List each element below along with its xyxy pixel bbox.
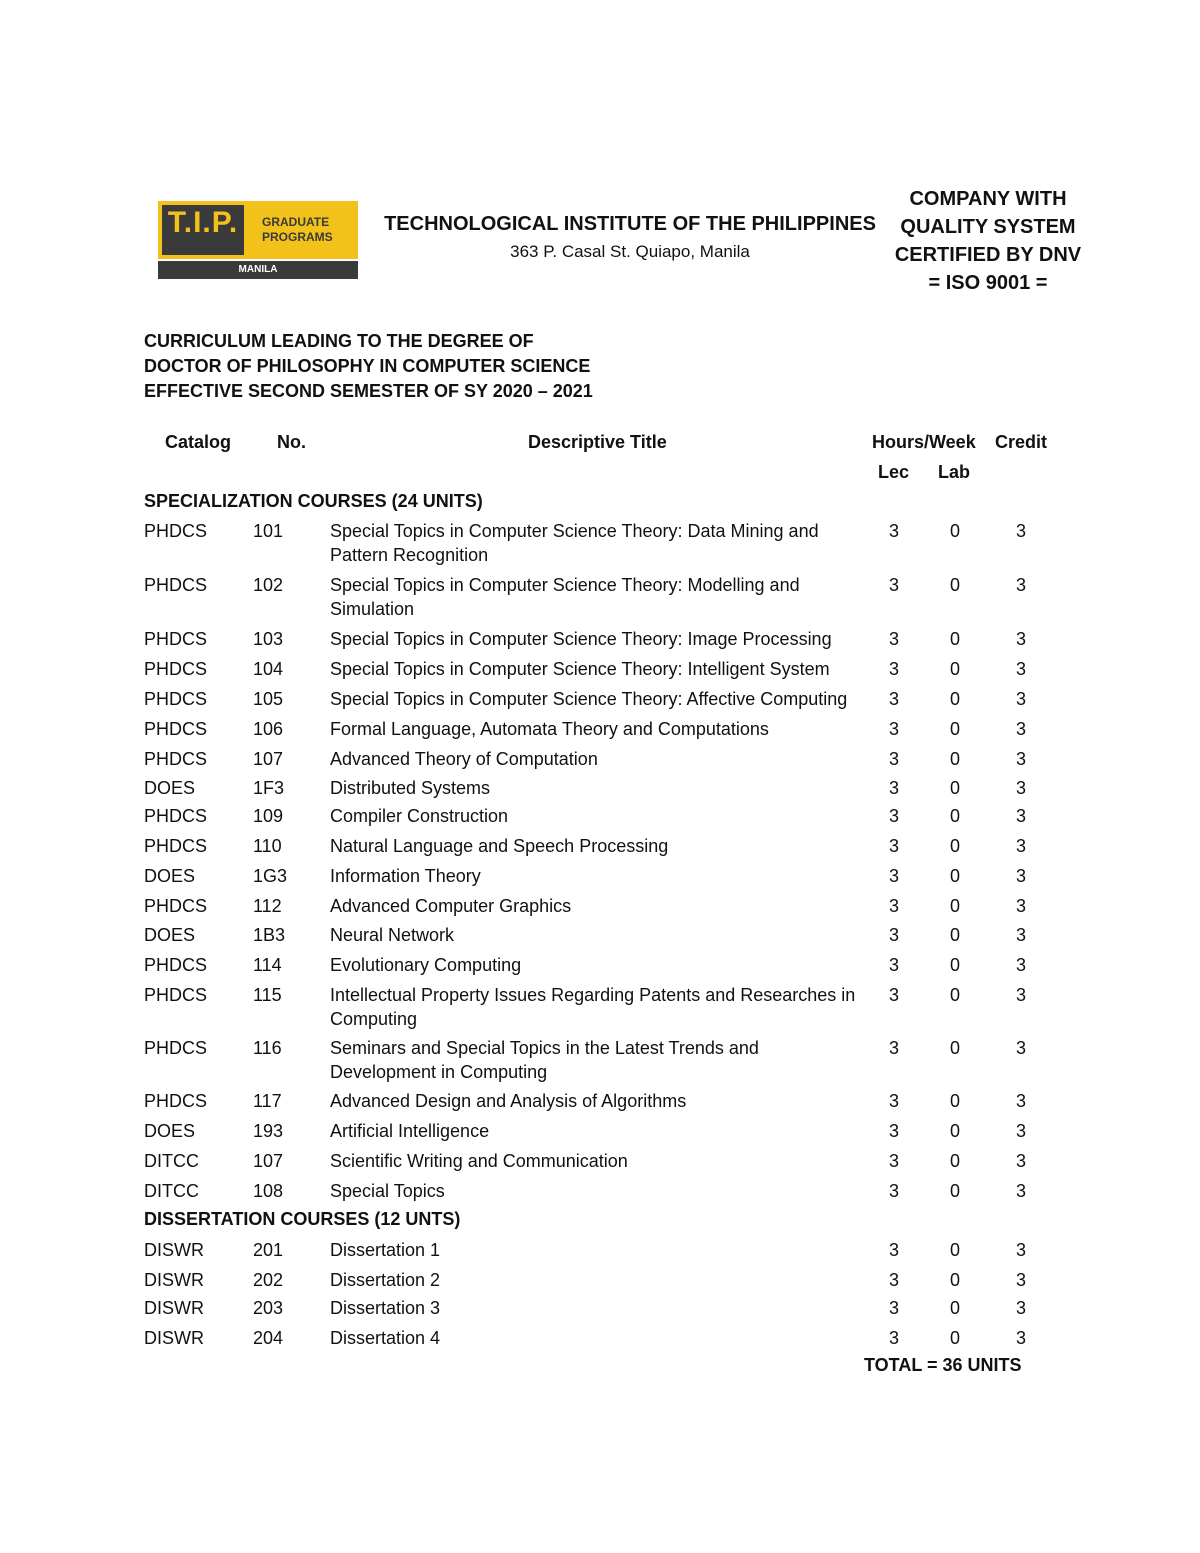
course-title: Intellectual Property Issues Regarding Patents and Researches in Computing: [330, 985, 856, 1029]
course-lab-hours: 0: [949, 866, 960, 886]
logo-graduate-text: GRADUATE: [262, 215, 330, 229]
course-title: Dissertation 4: [330, 1328, 441, 1348]
course-number: 105: [253, 689, 284, 709]
course-credit: 3: [1015, 1240, 1026, 1260]
course-title: Neural Network: [330, 925, 455, 945]
course-lec-hours: 3: [888, 659, 899, 679]
course-number: 193: [253, 1121, 284, 1141]
course-lab-hours: 0: [949, 521, 960, 541]
certification-line: QUALITY SYSTEM: [900, 216, 1076, 238]
course-credit: 3: [1015, 521, 1026, 541]
header-descriptive-title: Descriptive Title: [528, 432, 667, 452]
course-credit: 3: [1015, 866, 1026, 886]
course-number: 1F3: [253, 778, 285, 798]
course-title: Dissertation 2: [330, 1270, 441, 1290]
course-credit: 3: [1015, 629, 1026, 649]
course-credit: 3: [1015, 659, 1026, 679]
course-number: 116: [253, 1038, 282, 1058]
certification-line: COMPANY WITH: [909, 188, 1067, 210]
total-units: TOTAL = 36 UNITS: [864, 1355, 1022, 1375]
course-catalog: DITCC: [144, 1151, 199, 1171]
certification-line: CERTIFIED BY DNV: [894, 244, 1082, 266]
certification-line: = ISO 9001 =: [928, 272, 1048, 294]
course-title: Special Topics in Computer Science Theory: Image Processing: [330, 629, 832, 649]
header-hours-week: Hours/Week: [872, 432, 976, 452]
logo-programs-text: PROGRAMS: [262, 230, 333, 244]
course-number: 107: [253, 1151, 284, 1171]
course-lec-hours: 3: [888, 955, 899, 975]
course-credit: 3: [1015, 955, 1026, 975]
course-title: Advanced Computer Graphics: [330, 896, 572, 916]
course-catalog: PHDCS: [144, 955, 208, 975]
logo-graduate-programs: [262, 215, 333, 245]
course-catalog: PHDCS: [144, 719, 208, 739]
institution-address: 363 P. Casal St. Quiapo, Manila: [510, 242, 750, 261]
course-lec-hours: 3: [888, 806, 899, 826]
course-lab-hours: 0: [949, 955, 960, 975]
course-number: 202: [253, 1270, 284, 1290]
course-credit: 3: [1015, 689, 1026, 709]
course-title: Natural Language and Speech Processing: [330, 836, 669, 856]
course-lec-hours: 3: [888, 836, 899, 856]
course-number: 115: [253, 985, 282, 1005]
course-lab-hours: 0: [949, 659, 960, 679]
course-credit: 3: [1015, 1151, 1026, 1171]
course-lec-hours: 3: [888, 778, 899, 798]
course-lab-hours: 0: [949, 896, 960, 916]
course-lec-hours: 3: [888, 925, 899, 945]
course-number: 1B3: [253, 925, 286, 945]
course-credit: 3: [1015, 1328, 1026, 1348]
course-catalog: PHDCS: [144, 521, 208, 541]
course-catalog: DISWR: [144, 1298, 204, 1318]
certification-block: [888, 185, 1088, 297]
course-title: Special Topics in Computer Science Theory: Affective Computing: [330, 689, 848, 709]
course-lab-hours: 0: [949, 925, 960, 945]
course-lec-hours: 3: [888, 521, 899, 541]
course-lab-hours: 0: [949, 1270, 960, 1290]
course-title: Artificial Intelligence: [330, 1121, 490, 1141]
course-credit: 3: [1015, 1121, 1026, 1141]
course-catalog: PHDCS: [144, 659, 208, 679]
course-lec-hours: 3: [888, 719, 899, 739]
course-credit: 3: [1015, 836, 1026, 856]
course-title: Special Topics in Computer Science Theory: Data Mining and Pattern Recognition: [330, 521, 819, 565]
course-lec-hours: 3: [888, 1151, 899, 1171]
course-catalog: PHDCS: [144, 1091, 208, 1111]
course-number: 203: [253, 1298, 284, 1318]
course-title: Dissertation 3: [330, 1298, 441, 1318]
course-title: Special Topics in Computer Science Theory: Intelligent System: [330, 659, 830, 679]
course-lab-hours: 0: [949, 806, 960, 826]
course-title: Formal Language, Automata Theory and Computations: [330, 719, 769, 739]
course-number: 101: [253, 521, 284, 541]
curriculum-line: EFFECTIVE SECOND SEMESTER OF SY 2020 – 2021: [144, 381, 593, 401]
curriculum-line: DOCTOR OF PHILOSOPHY IN COMPUTER SCIENCE: [144, 356, 591, 376]
course-credit: 3: [1015, 1091, 1026, 1111]
course-lec-hours: 3: [888, 1038, 899, 1058]
course-number: 104: [253, 659, 284, 679]
course-lab-hours: 0: [949, 836, 960, 856]
course-lec-hours: 3: [888, 985, 899, 1005]
header-lec: Lec: [878, 462, 910, 482]
course-title: Information Theory: [330, 866, 481, 886]
course-lab-hours: 0: [949, 689, 960, 709]
course-credit: 3: [1015, 925, 1026, 945]
course-lab-hours: 0: [949, 629, 960, 649]
course-catalog: PHDCS: [144, 985, 208, 1005]
header-credit: Credit: [995, 432, 1048, 452]
course-lec-hours: 3: [888, 1328, 899, 1348]
course-lec-hours: 3: [888, 866, 899, 886]
course-lec-hours: 3: [888, 896, 899, 916]
course-lec-hours: 3: [888, 1270, 899, 1290]
course-lec-hours: 3: [888, 575, 899, 595]
course-lab-hours: 0: [949, 1328, 960, 1348]
course-catalog: PHDCS: [144, 629, 208, 649]
course-number: 1G3: [253, 866, 288, 886]
course-catalog: PHDCS: [144, 896, 208, 916]
course-credit: 3: [1015, 778, 1026, 798]
curriculum-line: CURRICULUM LEADING TO THE DEGREE OF: [144, 331, 534, 351]
course-lec-hours: 3: [888, 1091, 899, 1111]
section-title-specialization: SPECIALIZATION COURSES (24 UNITS): [144, 491, 483, 511]
header-no: No.: [277, 432, 306, 452]
course-number: 106: [253, 719, 284, 739]
course-catalog: DOES: [144, 1121, 196, 1141]
institution-name: TECHNOLOGICAL INSTITUTE OF THE PHILIPPINES: [384, 213, 876, 235]
course-catalog: PHDCS: [144, 749, 208, 769]
course-catalog: DISWR: [144, 1240, 204, 1260]
course-credit: 3: [1015, 896, 1026, 916]
course-catalog: PHDCS: [144, 1038, 208, 1058]
course-lab-hours: 0: [949, 1091, 960, 1111]
course-catalog: PHDCS: [144, 836, 208, 856]
course-lab-hours: 0: [949, 1038, 960, 1058]
course-lab-hours: 0: [949, 719, 960, 739]
course-lec-hours: 3: [888, 1298, 899, 1318]
header-catalog: Catalog: [165, 432, 232, 452]
course-credit: 3: [1015, 1038, 1026, 1058]
course-credit: 3: [1015, 719, 1026, 739]
logo-yellow-panel: [158, 201, 358, 259]
course-title: Compiler Construction: [330, 806, 509, 826]
course-number: 110: [253, 836, 282, 856]
course-lab-hours: 0: [949, 985, 960, 1005]
course-lec-hours: 3: [888, 1240, 899, 1260]
course-title: Seminars and Special Topics in the Latest Trends and Development in Computing: [330, 1038, 759, 1082]
course-title: Advanced Theory of Computation: [330, 749, 598, 769]
course-lec-hours: 3: [888, 749, 899, 769]
course-number: 102: [253, 575, 284, 595]
course-credit: 3: [1015, 985, 1026, 1005]
section-title-dissertation: DISSERTATION COURSES (12 UNTS): [144, 1209, 461, 1229]
course-title: Special Topics: [330, 1181, 445, 1201]
course-number: 204: [253, 1328, 284, 1348]
course-lec-hours: 3: [888, 1121, 899, 1141]
header-lab: Lab: [938, 462, 971, 482]
course-number: 107: [253, 749, 284, 769]
course-lab-hours: 0: [949, 778, 960, 798]
course-title: Distributed Systems: [330, 778, 491, 798]
course-title: Special Topics in Computer Science Theory: Modelling and Simulation: [330, 575, 800, 619]
course-catalog: DISWR: [144, 1328, 204, 1348]
course-lab-hours: 0: [949, 1240, 960, 1260]
course-lab-hours: 0: [949, 575, 960, 595]
course-lec-hours: 3: [888, 1181, 899, 1201]
course-lec-hours: 3: [888, 629, 899, 649]
logo-campus-band: MANILA: [158, 261, 358, 279]
course-lab-hours: 0: [949, 1121, 960, 1141]
course-title: Scientific Writing and Communication: [330, 1151, 628, 1171]
course-catalog: PHDCS: [144, 689, 208, 709]
course-credit: 3: [1015, 1298, 1026, 1318]
course-credit: 3: [1015, 806, 1026, 826]
course-title: Evolutionary Computing: [330, 955, 522, 975]
course-credit: 3: [1015, 749, 1026, 769]
course-lab-hours: 0: [949, 1298, 960, 1318]
course-number: 112: [253, 896, 282, 916]
course-catalog: DOES: [144, 778, 196, 798]
course-lab-hours: 0: [949, 1151, 960, 1171]
tip-graduate-programs-logo: [158, 201, 358, 279]
course-number: 117: [253, 1091, 282, 1111]
course-number: 201: [253, 1240, 284, 1260]
course-title: Advanced Design and Analysis of Algorithms: [330, 1091, 687, 1111]
course-number: 108: [253, 1181, 284, 1201]
logo-tip-mark: T.I.P.: [162, 205, 244, 255]
course-number: 109: [253, 806, 284, 826]
course-credit: 3: [1015, 1270, 1026, 1290]
course-title: Dissertation 1: [330, 1240, 441, 1260]
course-lec-hours: 3: [888, 689, 899, 709]
course-catalog: DITCC: [144, 1181, 199, 1201]
course-credit: 3: [1015, 1181, 1026, 1201]
course-number: 114: [253, 955, 282, 975]
curriculum-heading: [144, 329, 593, 404]
course-catalog: PHDCS: [144, 575, 208, 595]
course-catalog: DISWR: [144, 1270, 204, 1290]
course-number: 103: [253, 629, 284, 649]
course-lab-hours: 0: [949, 749, 960, 769]
course-catalog: PHDCS: [144, 806, 208, 826]
course-catalog: DOES: [144, 866, 196, 886]
course-catalog: DOES: [144, 925, 196, 945]
course-lab-hours: 0: [949, 1181, 960, 1201]
course-credit: 3: [1015, 575, 1026, 595]
